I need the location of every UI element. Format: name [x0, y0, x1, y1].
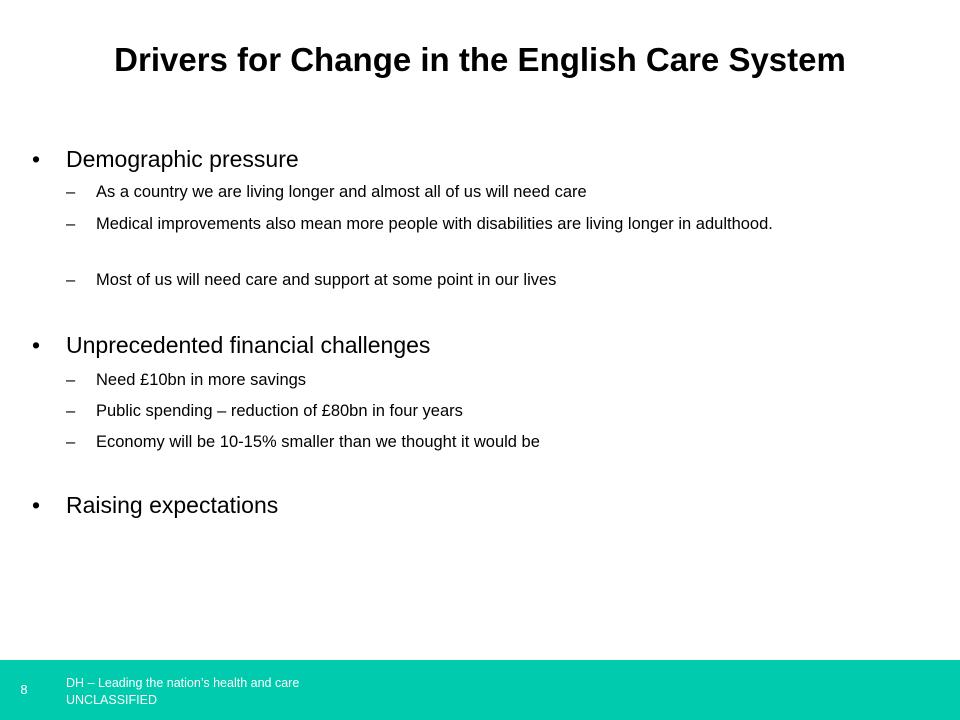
- dash-icon: –: [66, 402, 76, 420]
- bullet-icon: •: [32, 332, 41, 358]
- footer-tagline: DH – Leading the nation’s health and care: [66, 676, 300, 690]
- bullet-financial-challenges: Unprecedented financial challenges: [66, 332, 431, 358]
- dash-icon: –: [66, 271, 76, 289]
- sub-item-savings: Need £10bn in more savings: [96, 371, 307, 389]
- bullet-raising-expectations: Raising expectations: [66, 492, 279, 518]
- dash-icon: –: [66, 433, 76, 451]
- sub-item-public-spending: Public spending – reduction of £80bn in four years: [96, 402, 463, 420]
- bullet-icon: •: [32, 492, 41, 518]
- sub-item-medical-improvements: Medical improvements also mean more people with disabilities are living longer in adulthood.: [96, 215, 773, 233]
- dash-icon: –: [66, 215, 76, 233]
- slide-title: Drivers for Change in the English Care System: [114, 41, 846, 78]
- sub-item-care-and-support: Most of us will need care and support at some point in our lives: [96, 271, 557, 289]
- footer-bar: [0, 660, 960, 720]
- bullet-demographic-pressure: Demographic pressure: [66, 146, 299, 172]
- page-number: 8: [20, 682, 28, 697]
- bullet-icon: •: [32, 146, 41, 172]
- footer-classification: UNCLASSIFIED: [66, 693, 157, 707]
- dash-icon: –: [66, 183, 76, 201]
- sub-item-economy: Economy will be 10-15% smaller than we thought it would be: [96, 433, 540, 451]
- sub-item-living-longer: As a country we are living longer and almost all of us will need care: [96, 183, 587, 201]
- dash-icon: –: [66, 371, 76, 389]
